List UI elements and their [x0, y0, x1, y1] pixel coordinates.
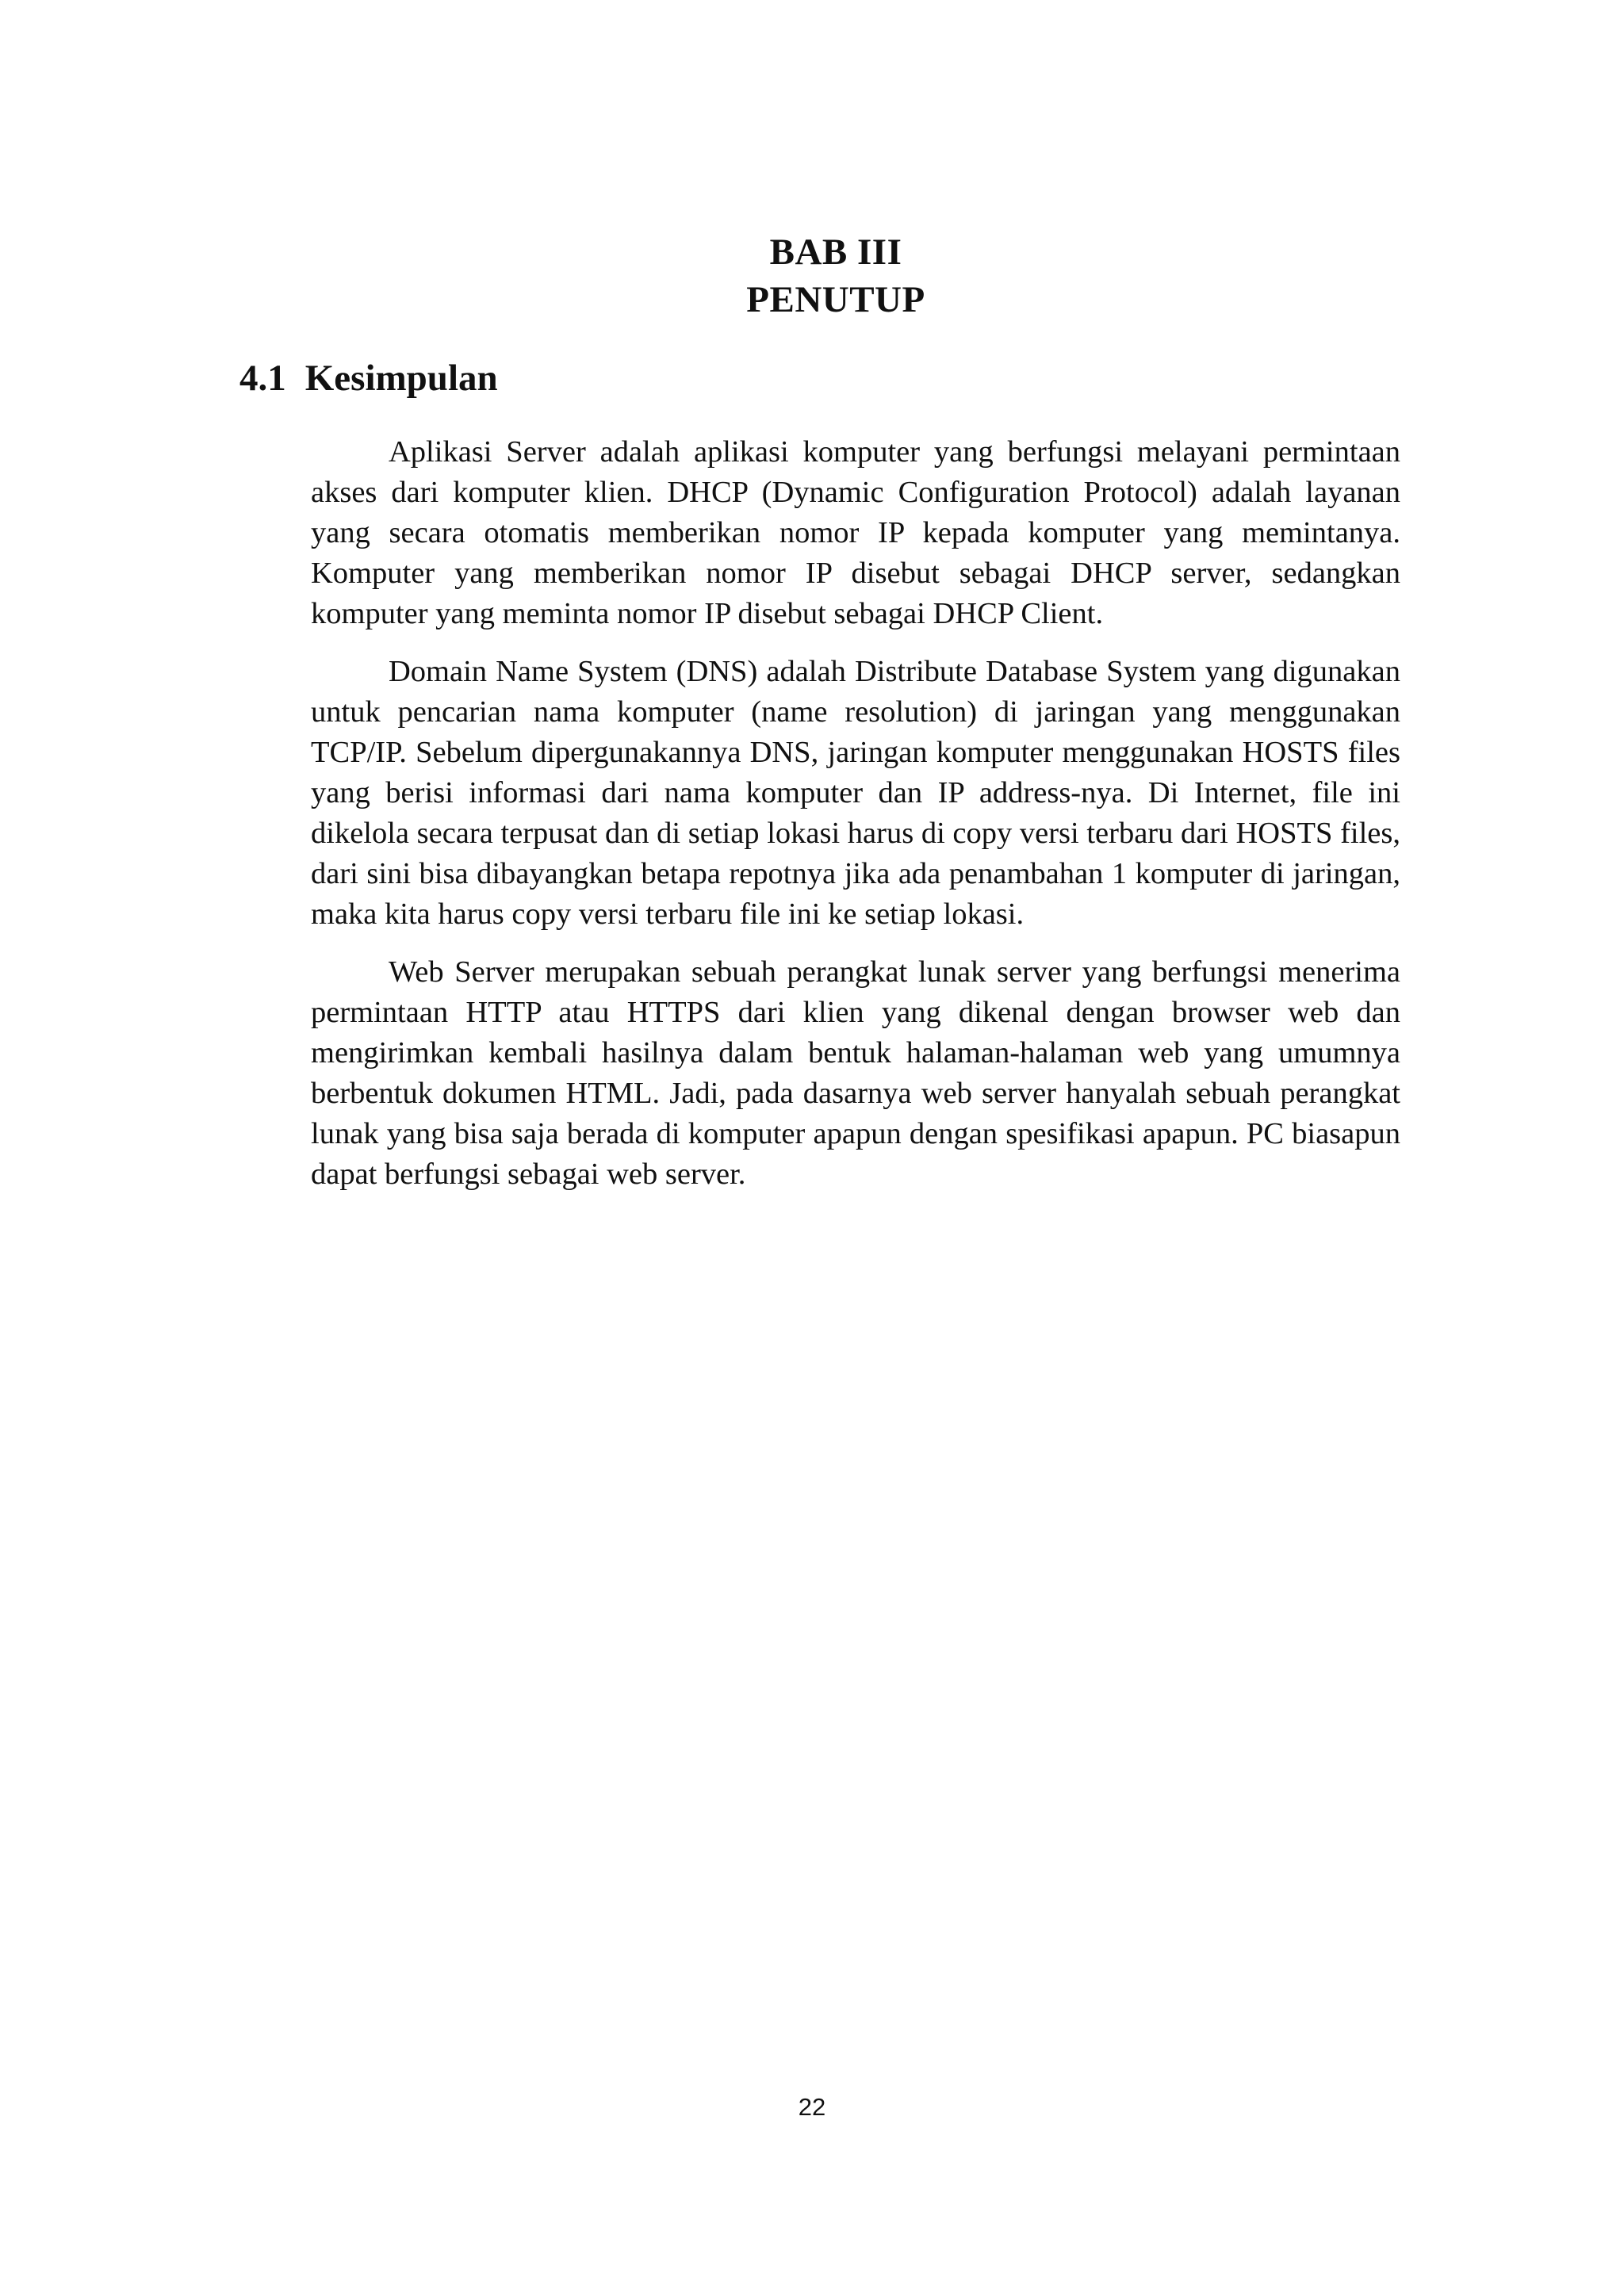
section-heading	[239, 354, 498, 402]
paragraph-web-server: Web Server merupakan sebuah perangkat lunak server yang berfungsi menerima permintaan HTTP atau HTTPS dari klien yang dikenal dengan browser web dan mengirimkan kembali hasilnya dalam bentuk halaman-halaman web yang umumnya berbentuk dokumen HTML. Jadi, pada dasarnya web server hanyalah sebuah perangkat lunak yang bisa saja berada di komputer apapun dengan spesifikasi apapun. PC biasapun dapat berfungsi sebagai web server.	[311, 955, 1400, 1191]
paragraph-server-dhcp: Aplikasi Server adalah aplikasi komputer yang berfungsi melayani permintaan akses dari komputer klien. DHCP (Dynamic Configuration Protocol) adalah layanan yang secara otomatis memberikan nomor IP kepada komputer yang memintanya. Komputer yang memberikan nomor IP disebut sebagai DHCP server, sedangkan komputer yang meminta nomor IP disebut sebagai DHCP Client.	[311, 435, 1400, 630]
section-title: Kesimpulan	[304, 358, 498, 399]
page-number: 22	[798, 2093, 826, 2121]
section-number: 4.1	[239, 358, 286, 399]
chapter-title: PENUTUP	[746, 279, 925, 320]
chapter-number: BAB III	[769, 232, 902, 273]
paragraph-dns: Domain Name System (DNS) adalah Distribute Database System yang digunakan untuk pencarian nama komputer (name resolution) di jaringan yang menggunakan TCP/IP. Sebelum dipergunakannya DNS, jaringan komputer menggunakan HOSTS files yang berisi informasi dari nama komputer dan IP address-nya. Di Internet, file ini dikelola secara terpusat dan di setiap lokasi harus di copy versi terbaru dari HOSTS files, dari sini bisa dibayangkan betapa repotnya jika ada penambahan 1 komputer di jaringan, maka kita harus copy versi terbaru file ini ke setiap lokasi.	[311, 655, 1400, 931]
body-text	[311, 432, 1400, 1212]
